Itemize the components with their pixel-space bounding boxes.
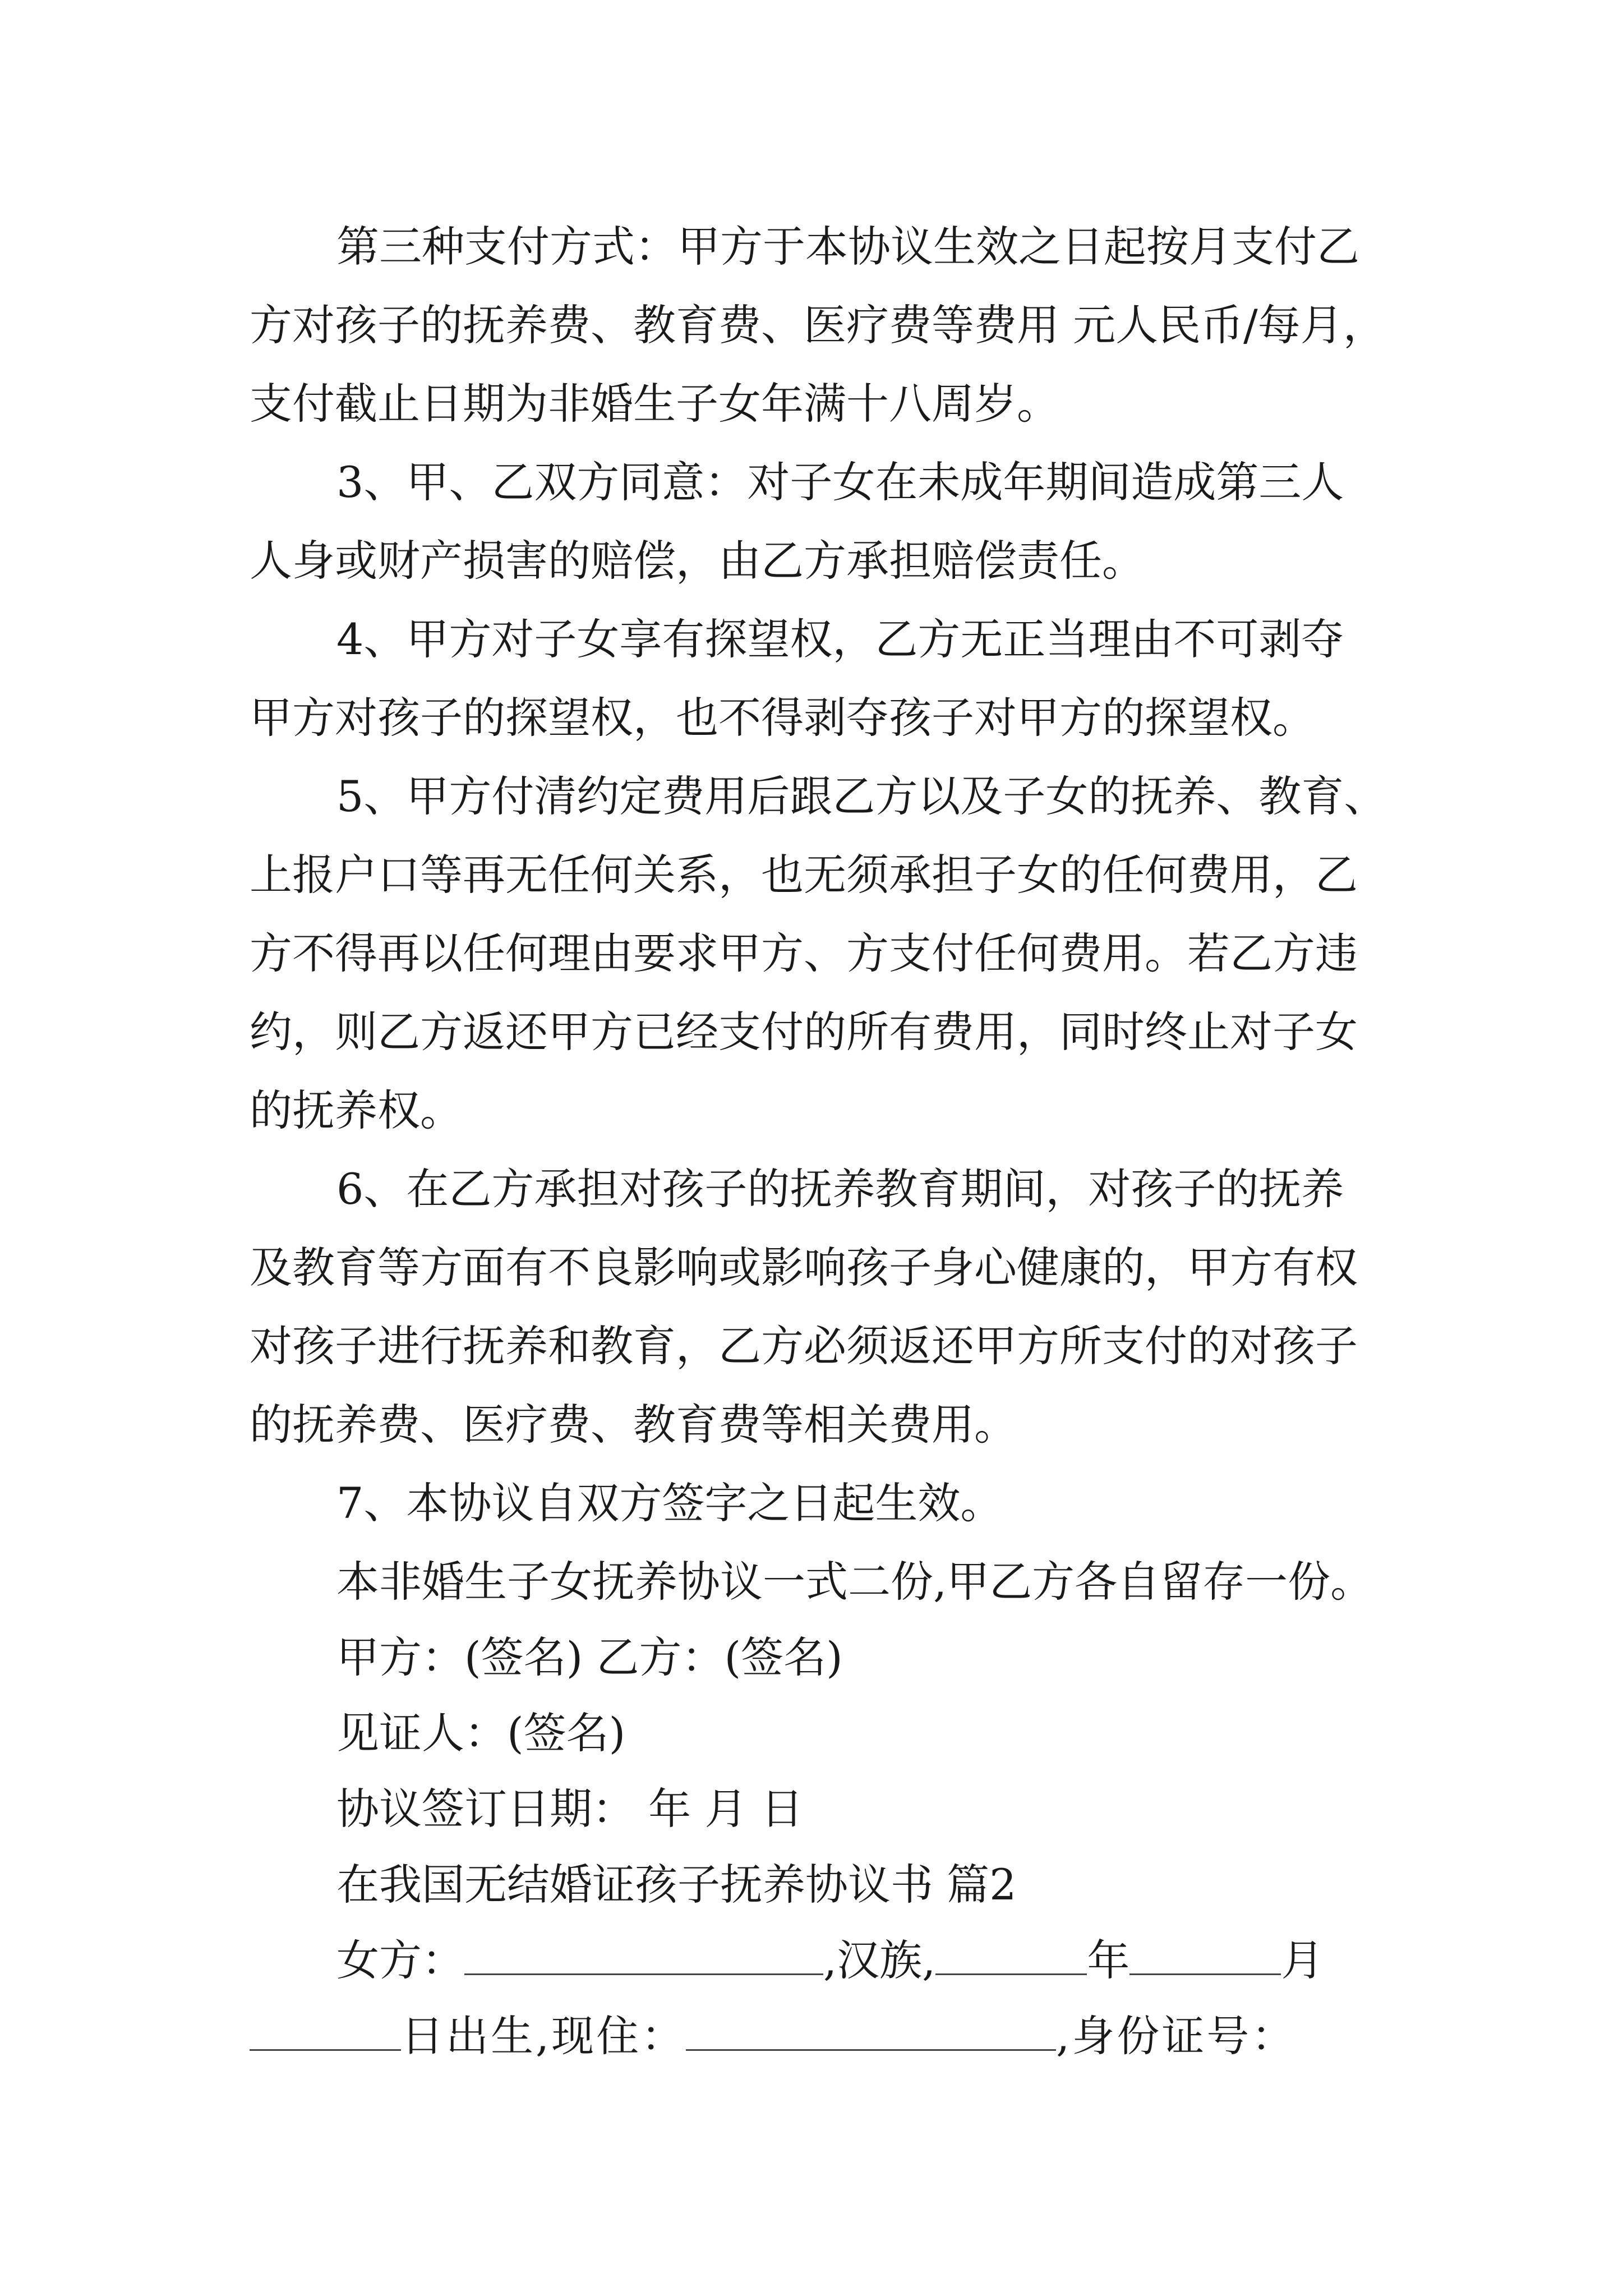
text-line: 7、本协议自双方签字之日起生效。 bbox=[336, 1478, 1003, 1528]
text-line: 第三种支付方式：甲方于本协议生效之日起按月支付乙 bbox=[336, 222, 1359, 272]
day-blank bbox=[250, 2014, 401, 2051]
text-line: 的抚养权。 bbox=[250, 1085, 463, 1135]
female-label: 女方： bbox=[336, 1935, 464, 1985]
year-blank bbox=[935, 1939, 1087, 1975]
text-line: 方对孩子的抚养费、教育费、医疗费等费用 元人民币/每月， bbox=[250, 300, 1386, 350]
month-text: 月 bbox=[1281, 1935, 1324, 1985]
text-line: 的抚养费、医疗费、教育费等相关费用。 bbox=[250, 1400, 1017, 1450]
date-line: 协议签订日期： 年 月 日 bbox=[336, 1784, 804, 1834]
text-line: 6、在乙方承担对孩子的抚养教育期间，对孩子的抚养 bbox=[336, 1164, 1344, 1214]
id-text: ,身份证号： bbox=[1056, 2011, 1297, 2061]
born-text: 日出生,现住： bbox=[401, 2011, 686, 2061]
text-line: 甲方对孩子的探望权，也不得剥夺孩子对甲方的探望权。 bbox=[250, 693, 1315, 743]
year-text: 年 bbox=[1087, 1935, 1130, 1985]
text-line: 方不得再以任何理由要求甲方、方支付任何费用。若乙方违 bbox=[250, 928, 1358, 978]
witness-line: 见证人：(签名) bbox=[336, 1708, 626, 1758]
female-party-line bbox=[0, 1932, 1623, 1989]
text-line: 4、甲方对子女享有探望权，乙方无正当理由不可剥夺 bbox=[336, 614, 1344, 664]
text-line: 3、甲、乙双方同意：对子女在未成年期间造成第三人 bbox=[336, 457, 1344, 507]
text-line: 及教育等方面有不良影响或影响孩子身心健康的，甲方有权 bbox=[250, 1243, 1358, 1292]
ethnicity-text: ,汉族, bbox=[823, 1935, 936, 1985]
section-heading: 在我国无结婚证孩子抚养协议书 篇2 bbox=[336, 1860, 1017, 1910]
text-line: 支付截止日期为非婚生子女年满十八周岁。 bbox=[250, 379, 1059, 429]
address-blank bbox=[686, 2014, 1056, 2051]
text-line: 5、甲方付清约定费用后跟乙方以及子女的抚养、教育、 bbox=[336, 771, 1387, 821]
text-line: 约，则乙方返还甲方已经支付的所有费用，同时终止对子女 bbox=[250, 1007, 1358, 1057]
text-line: 对孩子进行抚养和教育，乙方必须返还甲方所支付的对孩子 bbox=[250, 1321, 1358, 1371]
month-blank bbox=[1129, 1939, 1281, 1975]
birth-address-line bbox=[0, 2008, 1623, 2064]
text-line: 上报户口等再无任何关系，也无须承担子女的任何费用，乙 bbox=[250, 850, 1358, 900]
text-line: 人身或财产损害的赔偿，由乙方承担赔偿责任。 bbox=[250, 536, 1145, 586]
signature-line: 甲方：(签名) 乙方：(签名) bbox=[336, 1632, 843, 1682]
name-blank bbox=[464, 1939, 823, 1975]
text-line: 本非婚生子女抚养协议一式二份,甲乙方各自留存一份。 bbox=[336, 1557, 1373, 1607]
